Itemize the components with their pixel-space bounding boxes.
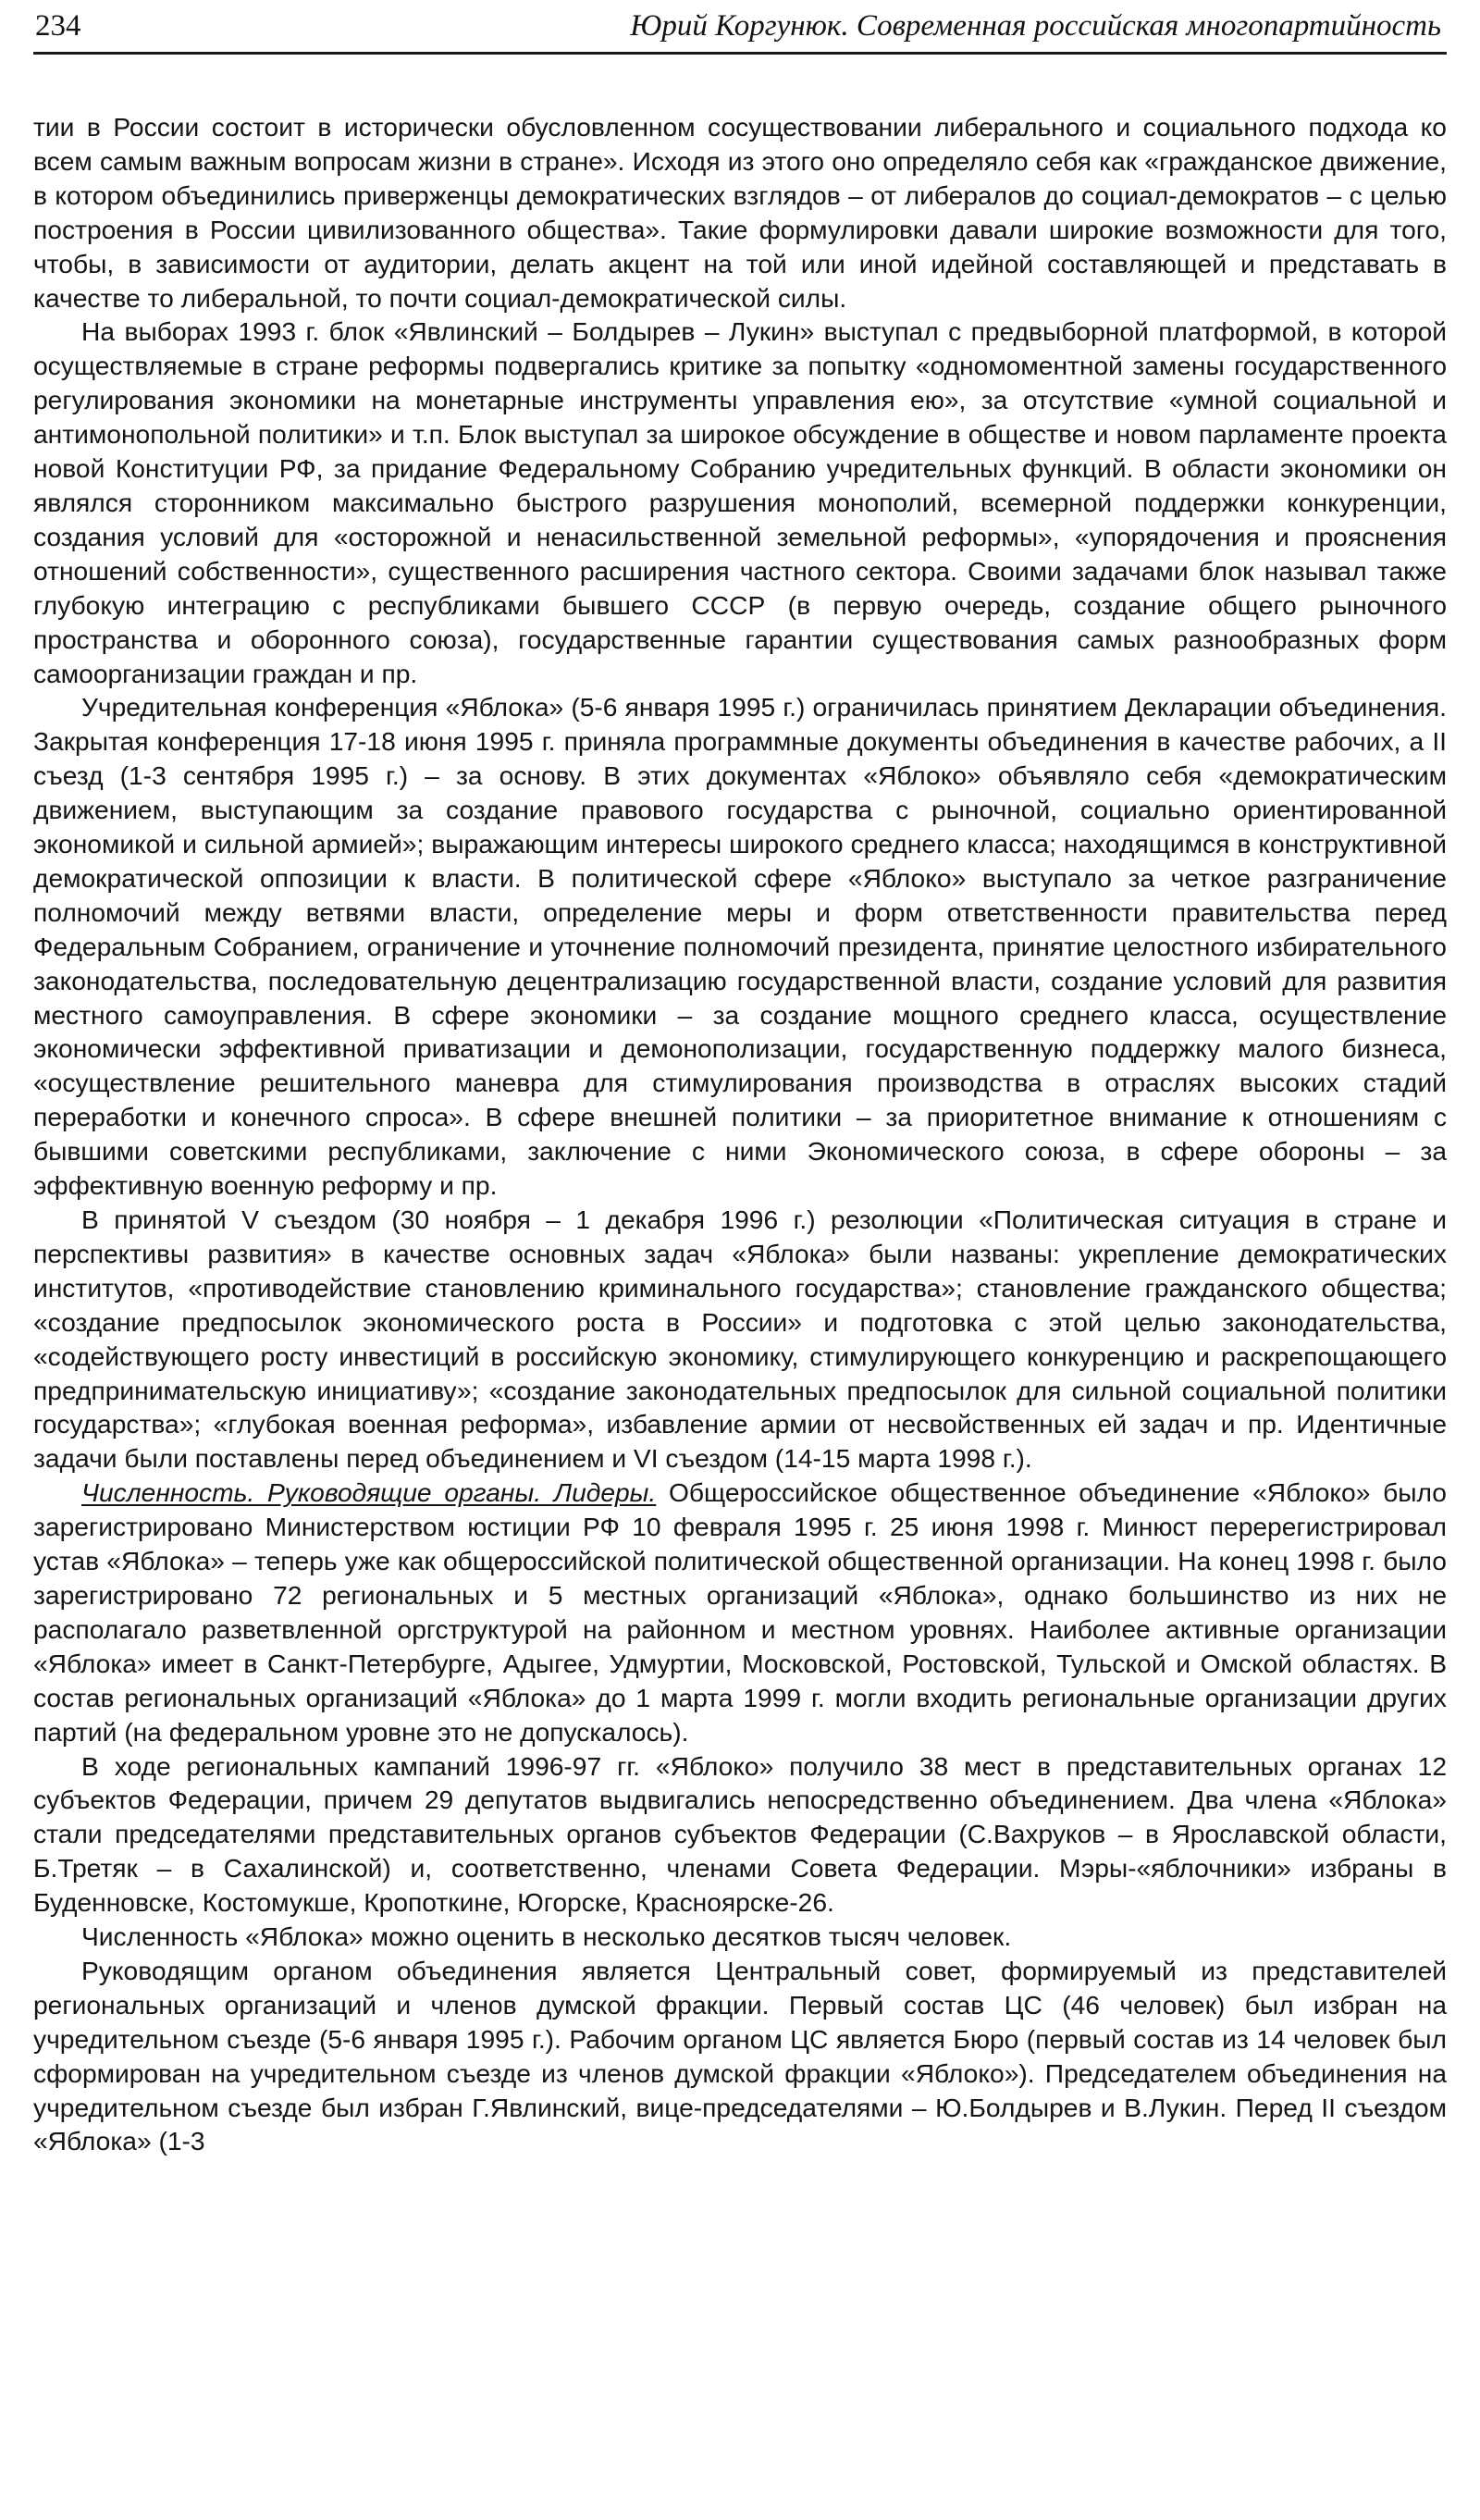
paragraph-4: В принятой V съездом (30 ноября – 1 декабря 1996 г.) резолюции «Политическая ситуация в стране и перспективы развития» в качестве основных задач «Яблока» были названы: укрепление демократических институтов, «противодействие становлению криминального государства»; становление гражданского общества; «создание предпосылок экономического роста в России» и подготовка с этой целью законодательства, «содействующего росту инвестиций в российскую экономику, стимулирующего конкуренцию и раскрепощающего предпринимательскую инициативу»; «создание законодательных предпосылок для сильной социальной политики государства»; «глубокая военная реформа», избавление армии от несвойственных ей задач и пр. Идентичные задачи были поставлены перед объединением и VI съездом (14-15 марта 1998 г.).: [33, 1204, 1447, 1474]
running-title: Юрий Коргунюк. Современная российская многопартийность: [630, 9, 1441, 43]
running-header: [33, 0, 1447, 55]
paragraph-7: Численность «Яблока» можно оценить в несколько десятков тысяч человек.: [81, 1921, 1012, 1952]
paragraph-5-text: Общероссийское общественное объединение «Яблоко» было зарегистрировано Министерством юстиции РФ 10 февраля 1995 г. 25 июня 1998 г. Минюст перерегистрировал устав «Яблока» – теперь уже как общероссийской политической общественной организации. На конец 1998 г. было зарегистрировано 72 региональных и 5 местных организаций «Яблока», однако большинство из них не располагало разветвленной оргструктурой на районном и местном уровнях. Наиболее активные организации «Яблока» имеет в Санкт-Петербурге, Адыгее, Удмуртии, Московской, Ростовской, Тульской и Омской областях. В состав региональных организаций «Яблока» до 1 марта 1999 г. могли входить региональные организации других партий (на федеральном уровне это не допускалось).: [33, 1477, 1447, 1747]
body-text: [33, 110, 1447, 2158]
paragraph-5: [33, 1476, 1447, 1748]
book-page: [33, 0, 1447, 2520]
page-number: 234: [35, 9, 81, 43]
paragraph-3: Учредительная конференция «Яблока» (5-6 января 1995 г.) ограничилась принятием Декларации объединения. Закрытая конференция 17-18 июня 1995 г. приняла программные документы объединения в качестве рабочих, а II съезд (1-3 сентября 1995 г.) – за основу. В этих документах «Яблоко» объявляло себя «демократическим движением, выступающим за создание правового государства с рыночной, социально ориентированной экономикой и сильной армией»; выражающим интересы широкого среднего класса; находящимся в конструктивной демократической оппозиции к власти. В политической сфере «Яблоко» выступало за четкое разграничение полномочий между ветвями власти, определение меры и форм ответственности правительства перед Федеральным Собранием, ограничение и уточнение полномочий президента, принятие целостного избирательного законодательства, последовательную децентрализацию государственной власти, создание условий для развития местного самоуправления. В сфере экономики – за создание мощного среднего класса, осуществление экономически эффективной приватизации и демонополизации, государственную поддержку малого бизнеса, «осуществление решительного маневра для стимулирования производства в отраслях высоких стадий переработки и конечного спроса». В сфере внешней политики – за приоритетное внимание к отношениям с бывшими советскими республиками, заключение с ними Экономического союза, в сфере обороны – за эффективную военную реформу и пр.: [33, 692, 1447, 1201]
paragraph-2: На выборах 1993 г. блок «Явлинский – Болдырев – Лукин» выступал с предвыборной платформой, в которой осуществляемые в стране реформы подвергались критике за попытку «одномоментной замены государственного регулирования экономики на монетарные инструменты управления ею», за отсутствие «умной социальной и антимонопольной политики» и т.п. Блок выступал за широкое обсуждение в обществе и новом парламенте проекта новой Конституции РФ, за придание Федеральному Собранию учредительных функций. В области экономики он являлся сторонником максимально быстрого разрушения монополий, всемерной поддержки конкуренции, создания условий для «осторожной и ненасильственной земельной реформы», «упорядочения и прояснения отношений собственности», существенного расширения частного сектора. Своими задачами блок называл также глубокую интеграцию с республиками бывшего СССР (в первую очередь, создание общего рыночного пространства и оборонного союза), государственные гарантии существования самых разнообразных форм самоорганизации граждан и пр.: [33, 316, 1447, 688]
paragraph-1: тии в России состоит в исторически обусловленном сосуществовании либерального и социального подхода ко всем самым важным вопросам жизни в стране». Исходя из этого оно определяло себя как «гражданское движение, в котором объединились приверженцы демократических взглядов – от либералов до социал-демократов – с целью построения в России цивилизованного общества». Такие формулировки давали широкие возможности для того, чтобы, в зависимости от аудитории, делать акцент на той или иной идейной составляющей и представать в качестве то либеральной, то почти социал-демократической силы.: [33, 112, 1447, 313]
section-heading: Численность. Руководящие органы. Лидеры.: [81, 1477, 657, 1508]
paragraph-6: В ходе региональных кампаний 1996-97 гг. «Яблоко» получило 38 мест в представительных органах 12 субъектов Федерации, причем 29 депутатов выдвигались непосредственно объединением. Два члена «Яблока» стали председателями представительных органов субъектов Федерации (С.Вахруков – в Ярославской области, Б.Третяк – в Сахалинской) и, соответственно, членами Совета Федерации. Мэры-«яблочники» избраны в Буденновске, Костомукше, Кропоткине, Югорске, Красноярске-26.: [33, 1750, 1447, 1918]
paragraph-8: Руководящим органом объединения является Центральный совет, формируемый из представителей региональных организаций и членов думской фракции. Первый состав ЦС (46 человек) был избран на учредительном съезде (5-6 января 1995 г.). Рабочим органом ЦС является Бюро (первый состав из 14 человек был сформирован на учредительном съезде из членов думской фракции «Яблоко»). Председателем объединения на учредительном съезде был избран Г.Явлинский, вице-председателями – Ю.Болдырев и В.Лукин. Перед II съездом «Яблока» (1-3: [33, 1955, 1447, 2156]
